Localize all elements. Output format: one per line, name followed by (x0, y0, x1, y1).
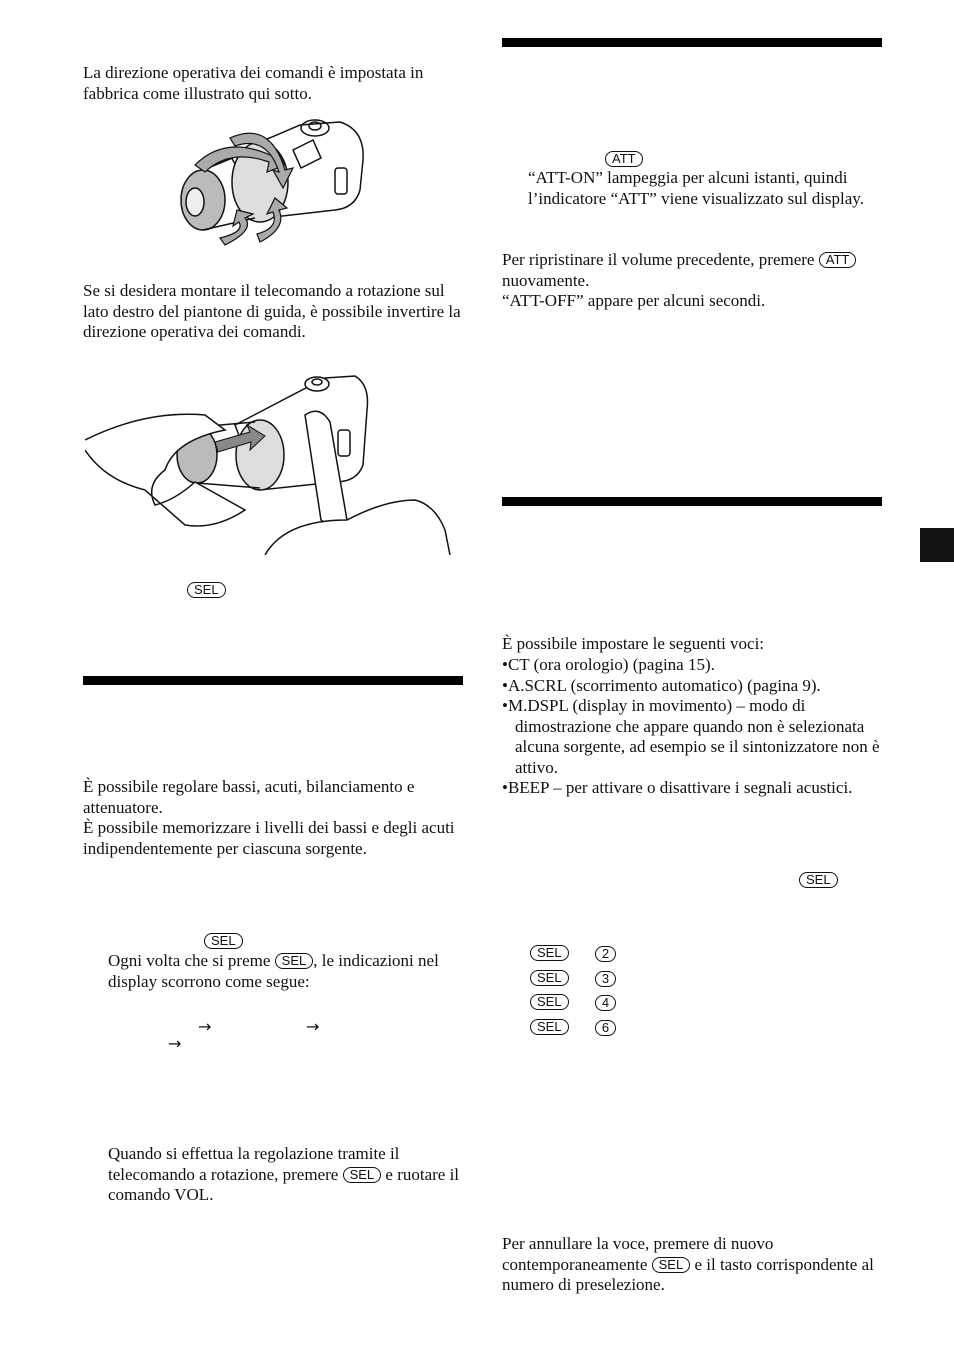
list-item (502, 778, 887, 799)
att-on-description: “ATT-ON” lampeggia per alcuni istanti, quindi l’indicatore “ATT” viene visualizzato sul display. (528, 168, 864, 208)
att-key: ATT (819, 252, 857, 268)
step-sel-label (204, 931, 243, 952)
setup-items-list (502, 655, 887, 799)
sel-key: SEL (530, 945, 569, 961)
sel-button-label (187, 580, 226, 601)
section-divider-left (83, 676, 463, 685)
item-text: A.SCRL (scorrimento automatico) (pagina 9). (507, 675, 821, 695)
sel-key: SEL (799, 872, 838, 888)
setup-intro: È possibile impostare le seguenti voci: (502, 634, 765, 653)
sel-key: SEL (343, 1167, 382, 1183)
sequence-arrow: → (306, 1017, 320, 1036)
item-text: BEEP – per attivare o disattivare i segnali acustici. (507, 778, 853, 797)
setup-sel-label (799, 870, 838, 891)
bullet: • (502, 675, 508, 695)
cancel-text: e il tasto corrispondente al numero di preselezione. (502, 1254, 874, 1294)
step-text: , le indicazioni nel display scorrono come segue: (108, 951, 439, 991)
list-item (502, 676, 887, 697)
sel-key: SEL (187, 582, 226, 598)
preset-4-key: 4 (595, 995, 616, 1011)
page-edge-tab (920, 528, 954, 562)
rotary-commander-illustration (175, 110, 370, 255)
sel-key: SEL (275, 953, 314, 969)
bullet: • (502, 696, 508, 715)
rotary-note (108, 1144, 463, 1206)
preset-6-key: 6 (595, 1020, 616, 1036)
hand-pressing-commander-illustration (85, 370, 455, 555)
att-key: ATT (605, 151, 643, 167)
sequence-arrow: → (198, 1017, 212, 1036)
sound-paragraph-1: È possibile regolare bassi, acuti, bilanciamento e attenuatore. (83, 777, 415, 817)
section-divider-right (502, 497, 882, 506)
preset-3-key: 3 (595, 971, 616, 987)
cancel-text: Per annullare la voce, premere di nuovo contemporaneamente (502, 1234, 774, 1274)
key-combination-row (530, 968, 616, 989)
restore-text: nuovamente. (502, 270, 590, 290)
att-button-label (605, 149, 643, 170)
att-restore (502, 250, 882, 312)
item-text: CT (ora orologio) (pagina 15). (507, 655, 715, 674)
sequence-arrow: → (168, 1034, 182, 1053)
key-combination-row (530, 992, 616, 1013)
bullet: • (502, 778, 508, 797)
bullet: • (502, 655, 508, 674)
note-text: Quando si effettua la regolazione tramite il telecomando a rotazione, premere (108, 1144, 400, 1184)
preset-2-key: 2 (595, 946, 616, 962)
item-text: M.DSPL (display in movimento) – modo di dimostrazione che appare quando non è selezionata alcuna sorgente, ad esempio se il sintonizzatore non è attivo. (507, 696, 880, 777)
intro-paragraph: La direzione operativa dei comandi è impostata in fabbrica come illustrato qui sotto. (83, 63, 424, 103)
cancel-paragraph (502, 1234, 887, 1296)
section-divider-right-top (502, 38, 882, 47)
list-item (502, 655, 887, 676)
step-text: Ogni volta che si preme (108, 951, 275, 970)
sel-key: SEL (204, 933, 243, 949)
restore-text: Per ripristinare il volume precedente, premere (502, 250, 819, 269)
sel-key: SEL (530, 970, 569, 986)
key-combination-row (530, 1017, 616, 1038)
att-off-text: “ATT-OFF” appare per alcuni secondi. (502, 291, 766, 310)
step-description (108, 951, 458, 992)
key-combination-row (530, 943, 616, 964)
sound-paragraph-2: È possibile memorizzare i livelli dei bassi e degli acuti indipendentemente per ciascuna sorgente. (83, 818, 455, 858)
invert-direction-paragraph: Se si desidera montare il telecomando a rotazione sul lato destro del piantone di guida, è possibile invertire la direzione operativa dei comandi. (83, 281, 461, 341)
sel-key: SEL (530, 994, 569, 1010)
note-text: e ruotare il comando VOL. (108, 1164, 460, 1204)
sel-key: SEL (530, 1019, 569, 1035)
sel-key: SEL (652, 1257, 691, 1273)
list-item (502, 696, 887, 778)
